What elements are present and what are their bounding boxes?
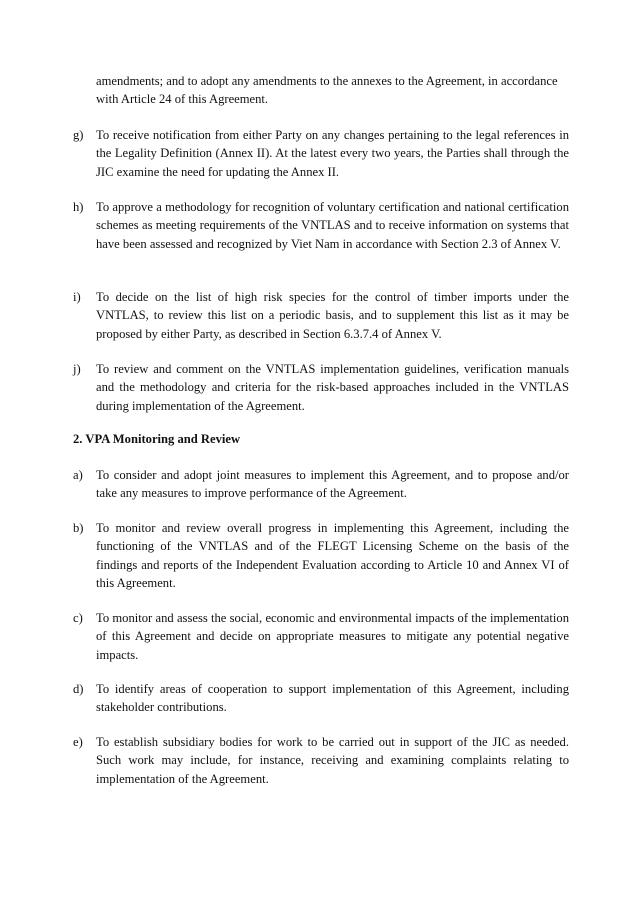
list-item-text: To receive notification from either Party on any changes pertaining to the legal references in the Legality Definition (Annex II). At the latest every two years, the Parties shall through the JIC examine the need for updating the Annex II. <box>96 128 569 179</box>
paragraph-text: amendments; and to adopt any amendments to the annexes to the Agreement, in accordance with Article 24 of this Agreement. <box>96 74 558 107</box>
list-item-i <box>73 288 569 343</box>
list-item-label: d) <box>73 682 84 696</box>
list-item-text: To review and comment on the VNTLAS implementation guidelines, verification manuals and the methodology and criteria for the risk-based approaches included in the VNTLAS during implementation of the Agreement. <box>96 362 569 413</box>
list-item-c <box>73 609 569 664</box>
continuation-paragraph <box>73 72 569 109</box>
list-item-text: To decide on the list of high risk species for the control of timber imports under the VNTLAS, to review this list on a periodic basis, and to supplement this list as it may be proposed by either Party, as described in Section 6.3.7.4 of Annex V. <box>96 290 569 341</box>
list-item-text: To approve a methodology for recognition of voluntary certification and national certification schemes as meeting requirements of the VNTLAS and to receive information on systems that have been assessed and recognized by Viet Nam in accordance with Section 2.3 of Annex V. <box>96 200 569 251</box>
list-item-label: e) <box>73 735 83 749</box>
list-item-d <box>73 680 569 717</box>
list-item-e <box>73 733 569 788</box>
list-item-text: To identify areas of cooperation to support implementation of this Agreement, including stakeholder contributions. <box>96 682 569 715</box>
list-item-label: i) <box>73 290 81 304</box>
list-item-label: a) <box>73 468 83 482</box>
list-item-label: g) <box>73 128 84 142</box>
list-item-b <box>73 519 569 593</box>
list-item-label: j) <box>73 362 81 376</box>
list-item-j <box>73 360 569 415</box>
section-heading: 2. VPA Monitoring and Review <box>73 432 241 446</box>
list-item-g <box>73 126 569 181</box>
list-item-text: To monitor and assess the social, economic and environmental impacts of the implementation of this Agreement and decide on appropriate measures to mitigate any potential negative impacts. <box>96 611 569 662</box>
list-item-label: c) <box>73 611 83 625</box>
list-item-label: b) <box>73 521 84 535</box>
list-item-text: To establish subsidiary bodies for work to be carried out in support of the JIC as needed. Such work may include, for instance, receiving and examining complaints relating to implementation of the Agreement. <box>96 735 569 786</box>
list-item-h <box>73 198 569 253</box>
list-item-text: To consider and adopt joint measures to implement this Agreement, and to propose and/or take any measures to improve performance of the Agreement. <box>96 468 569 501</box>
list-item-text: To monitor and review overall progress in implementing this Agreement, including the functioning of the VNTLAS and of the FLEGT Licensing Scheme on the basis of the findings and reports of the Independent Evaluation according to Article 10 and Annex VI of this Agreement. <box>96 521 569 591</box>
list-item-a <box>73 466 569 503</box>
list-item-label: h) <box>73 200 84 214</box>
